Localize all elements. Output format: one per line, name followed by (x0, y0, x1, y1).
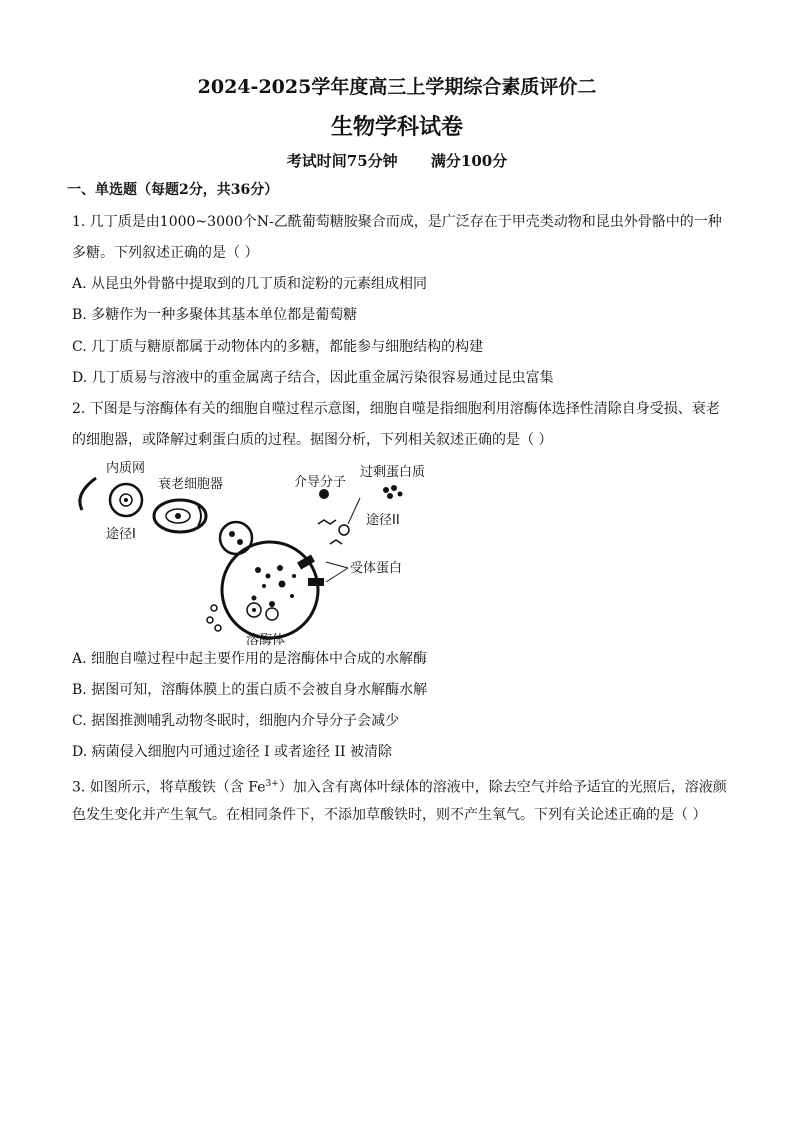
q3-stem-line1: 3. 如图所示，将草酸铁（含 $Fe^{3+}$）加入含有离体叶绿体的溶液中，除去空气并给予适宜的光照后，溶液颜 (72, 779, 727, 796)
q1-option-b: B. 多糖作为一种多聚体其基本单位都是葡萄糖 (72, 307, 358, 323)
q1-option-a: A. 从昆虫外骨骼中提取到的几丁质和淀粉的元素组成相同 (72, 276, 428, 292)
q2-option-d: D. 病菌侵入细胞内可通过途径 I 或者途径 II 被清除 (72, 744, 393, 760)
er-arc (80, 478, 96, 510)
q1-stem-line1: 1. 几丁质是由1000~3000个N-乙酰葡萄糖胺聚合而成，是广泛存在于甲壳类动物和昆虫外骨骼中的一种 (72, 214, 722, 230)
label-mediator: 介导分子 (294, 475, 347, 490)
q1-option-c: C. 几丁质与糖原都属于动物体内的多糖，都能参与细胞结构的构建 (72, 339, 484, 355)
exam-time: 考试时间75分钟 (286, 152, 398, 170)
autophagy-diagram (68, 458, 468, 648)
lysosome-shape (222, 542, 318, 638)
exam-info (0, 150, 794, 171)
label-excess: 过剩蛋白质 (360, 465, 426, 480)
receptor-protein-2 (308, 578, 324, 586)
exam-subject: 生物学科试卷 (330, 114, 463, 140)
q2-option-a: A. 细胞自噬过程中起主要作用的是溶酶体中合成的水解酶 (72, 651, 428, 667)
pathway2-arrow (348, 498, 360, 524)
q2-stem-line1: 2. 下图是与溶酶体有关的细胞自噬过程示意图，细胞自噬是指细胞利用溶酶体选择性清除自身受损、衰老 (72, 401, 720, 417)
released-particles (207, 605, 221, 631)
exam-title: 2024-2025学年度高三上学期综合素质评价二 (197, 76, 597, 98)
lysosome-contents (252, 565, 297, 607)
label-lysosome: 溶酶体 (246, 633, 286, 648)
label-path1: 途径I (106, 527, 136, 542)
q2-option-b: B. 据图可知，溶酶体膜上的蛋白质不会被自身水解酶水解 (72, 682, 428, 698)
exam-score: 满分100分 (430, 152, 508, 170)
q1-option-d: D. 几丁质易与溶液中的重金属离子结合，因此重金属污染很容易通过昆虫富集 (72, 370, 554, 386)
q2-stem-line2: 的细胞器，或降解过剩蛋白质的过程。据图分析，下列相关叙述正确的是（ ） (72, 432, 553, 448)
excess-proteins (383, 485, 403, 499)
label-path2: 途径II (366, 513, 400, 528)
label-aging: 衰老细胞器 (158, 477, 224, 492)
q3-stem-line2: 色发生变化并产生氧气。在相同条件下，不添加草酸铁时，则不产生氧气。下列有关论述正确的是（ ） (72, 807, 707, 823)
section-heading: 一、单选题（每题2分，共36分） (67, 182, 279, 198)
label-receptor: 受体蛋白 (350, 561, 403, 576)
label-er: 内质网 (106, 461, 146, 476)
q2-option-c: C. 据图推测哺乳动物冬眠时，细胞内介导分子会减少 (72, 713, 400, 729)
mediator-complex (339, 525, 349, 535)
mediator-molecule (319, 489, 329, 499)
q1-stem-line2: 多糖。下列叙述正确的是（ ） (72, 245, 259, 261)
